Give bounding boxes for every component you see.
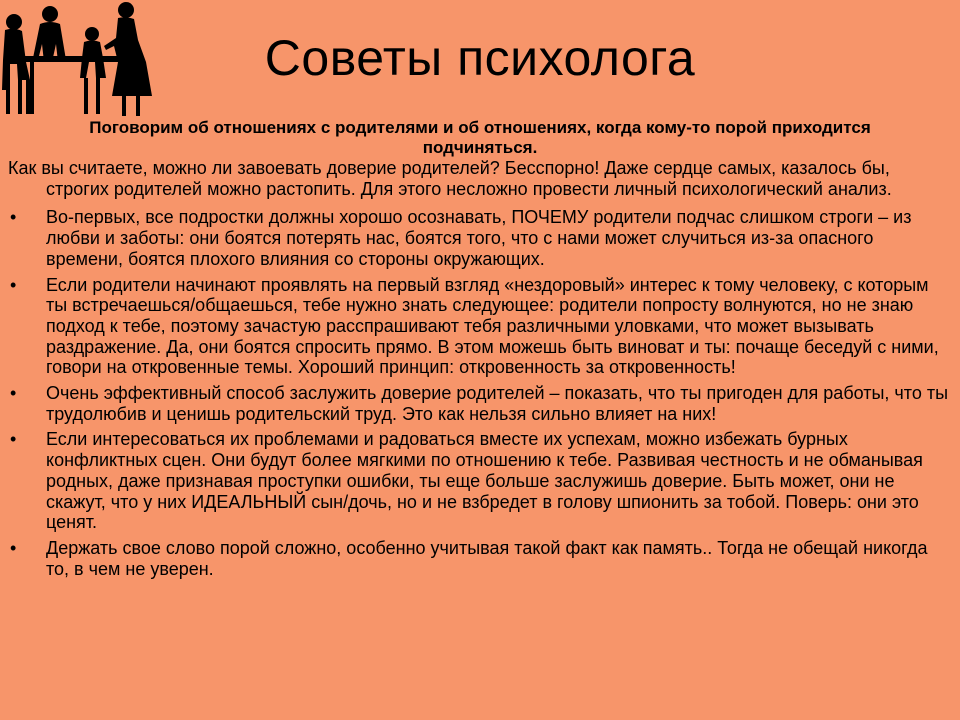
bullet-icon: •	[10, 537, 17, 558]
list-item-text: Держать свое слово порой сложно, особенно учитывая такой факт как память.. Тогда не обещай никогда то, в чем не уверен.	[46, 537, 928, 579]
advice-list	[8, 207, 953, 579]
list-item-text: Если интересоваться их проблемами и радоваться вместе их успехам, можно избежать бурных конфликтных сцен. Они будут более мягкими по отношению к тебе. Развивая честность и не обманывая родных, даже признавая проступки ошибки, ты еще больше заслужишь доверие. Быть может, они не скажут, что у них ИДЕАЛЬНЫЙ сын/дочь, но и не взбредет в голову шпионить за тобой. Поверь: они это ценят.	[46, 429, 923, 533]
list-item	[8, 207, 953, 269]
bullet-icon: •	[10, 274, 17, 295]
list-item-text: Если родители начинают проявлять на первый взгляд «нездоровый» интерес к тому человеку, с которым ты встречаешься/общаешься, тебе нужно знать следующее: родители попросту волнуются, но не знаю подход к тебе, поэтому зачастую расспрашивают тебя различными уловками, что может вызывать раздражение. Да, они боятся спросить прямо. В этом можешь быть виноват и ты: почаще беседуй с ними, говори на откровенные темы. Хороший принцип: откровенность за откровенность!	[46, 274, 939, 378]
bullet-icon: •	[10, 383, 17, 404]
list-item	[8, 429, 953, 533]
list-item	[8, 383, 953, 424]
slide-subtitle: Поговорим об отношениях с родителями и об отношениях, когда кому-то порой приходится подчиняться.	[89, 118, 871, 157]
intro-paragraph: Как вы считаете, можно ли завоевать доверие родителей? Бесспорно! Даже сердце самых, казалось бы, строгих родителей можно растопить. Для этого несложно провести личный психологический анализ.	[8, 158, 892, 199]
bullet-icon: •	[10, 429, 17, 450]
list-item-text: Очень эффективный способ заслужить доверие родителей – показать, что ты пригоден для работы, что ты трудолюбив и ценишь родительский труд. Это как нельзя сильно влияет на них!	[46, 383, 949, 424]
bullet-icon: •	[10, 207, 17, 228]
list-item	[8, 275, 953, 379]
list-item-text: Во-первых, все подростки должны хорошо осознавать, ПОЧЕМУ родители подчас слишком строги – из любви и заботы: они боятся потерять нас, боятся того, что с нами может случиться из-за опасного времени, боятся плохого влияния со стороны окружающих.	[46, 207, 912, 269]
list-item	[8, 538, 953, 579]
slide-body	[8, 158, 953, 584]
slide-title: Советы психолога	[264, 30, 696, 86]
